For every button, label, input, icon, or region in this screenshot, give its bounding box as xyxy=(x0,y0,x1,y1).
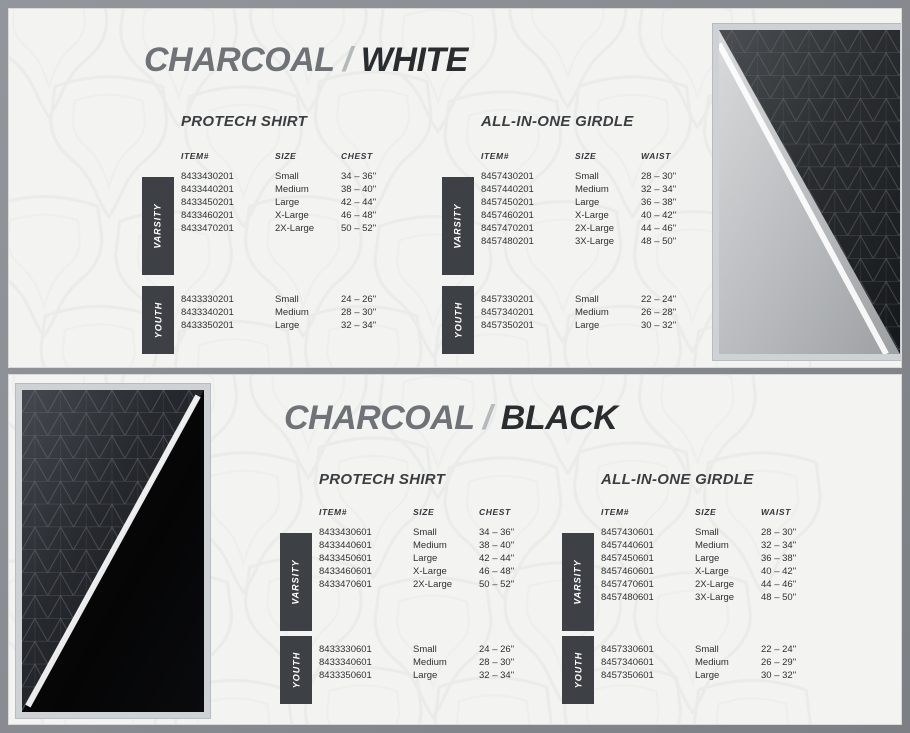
panel-headline xyxy=(284,399,617,438)
col-size: SIZE xyxy=(575,151,597,161)
cell-size: 3X-Large xyxy=(575,236,615,247)
group-tab-varsity xyxy=(280,533,312,631)
charcoal-black-texture-svg xyxy=(22,390,204,712)
cell-item: 8433430201 xyxy=(181,171,234,182)
cell-item: 8457450601 xyxy=(601,553,654,564)
col-item: ITEM# xyxy=(601,507,630,517)
headline-first-word: CHARCOAL xyxy=(284,399,474,437)
cell-item: 8433470201 xyxy=(181,223,234,234)
table-row xyxy=(319,578,549,591)
cell-measure: 36 – 38" xyxy=(641,197,677,208)
table-row xyxy=(601,578,831,591)
col-item: ITEM# xyxy=(481,151,510,161)
group-tab-youth xyxy=(280,636,312,704)
table-row xyxy=(601,656,831,669)
cell-item: 8433450201 xyxy=(181,197,234,208)
cell-item: 8433450601 xyxy=(319,553,372,564)
group-tab-varsity xyxy=(142,177,174,275)
cell-item: 8433460601 xyxy=(319,566,372,577)
cell-size: Medium xyxy=(695,540,729,551)
cell-measure: 30 – 32" xyxy=(641,320,677,331)
table-header-row xyxy=(481,151,711,161)
cell-size: Medium xyxy=(275,307,309,318)
group-tab-label: YOUTH xyxy=(573,651,583,689)
cell-measure: 34 – 36" xyxy=(479,527,515,538)
cell-item: 8433350601 xyxy=(319,670,372,681)
col-measure: WAIST xyxy=(641,151,671,161)
cell-size: Large xyxy=(695,553,720,564)
table-row xyxy=(181,196,411,209)
table-row xyxy=(181,319,411,332)
cell-item: 8433340601 xyxy=(319,657,372,668)
table-protech-shirt-youth xyxy=(319,643,549,682)
cell-size: Large xyxy=(275,320,300,331)
col-item: ITEM# xyxy=(181,151,210,161)
cell-measure: 42 – 44" xyxy=(341,197,377,208)
cell-size: Small xyxy=(695,644,719,655)
table-row xyxy=(601,539,831,552)
product-photo-charcoal-black xyxy=(15,383,211,719)
table-row xyxy=(481,306,711,319)
col-size: SIZE xyxy=(413,507,435,517)
cell-measure: 48 – 50" xyxy=(641,236,677,247)
cell-size: X-Large xyxy=(275,210,309,221)
table-row xyxy=(181,306,411,319)
table-row xyxy=(481,222,711,235)
cell-item: 8457480201 xyxy=(481,236,534,247)
cell-size: 2X-Large xyxy=(575,223,615,234)
cell-size: Large xyxy=(695,670,720,681)
col-item: ITEM# xyxy=(319,507,348,517)
cell-size: X-Large xyxy=(413,566,447,577)
cell-size: X-Large xyxy=(575,210,609,221)
charcoal-white-texture-svg xyxy=(719,30,900,354)
table-row xyxy=(481,196,711,209)
table-row xyxy=(181,183,411,196)
table-row xyxy=(601,552,831,565)
cell-size: Medium xyxy=(695,657,729,668)
cell-item: 8457480601 xyxy=(601,592,654,603)
cell-item: 8457350201 xyxy=(481,320,534,331)
group-tab-youth xyxy=(442,286,474,354)
cell-size: Medium xyxy=(275,184,309,195)
table-row xyxy=(319,539,549,552)
table-girdle-youth xyxy=(481,293,711,332)
table-protech-shirt-varsity xyxy=(181,151,411,235)
cell-size: Small xyxy=(575,171,599,182)
group-tab-youth xyxy=(562,636,594,704)
table-protech-shirt-youth xyxy=(181,293,411,332)
cell-measure: 46 – 48" xyxy=(341,210,377,221)
cell-item: 8433430601 xyxy=(319,527,372,538)
table-row xyxy=(481,293,711,306)
table-row xyxy=(481,319,711,332)
product-photo-inner xyxy=(719,30,900,354)
cell-item: 8457430201 xyxy=(481,171,534,182)
cell-size: Large xyxy=(575,197,600,208)
cell-size: Small xyxy=(413,644,437,655)
table-row xyxy=(601,643,831,656)
cell-item: 8457330201 xyxy=(481,294,534,305)
cell-measure: 32 – 34" xyxy=(479,670,515,681)
cell-measure: 22 – 24" xyxy=(641,294,677,305)
cell-size: Small xyxy=(275,171,299,182)
table-row xyxy=(601,526,831,539)
table-row xyxy=(319,552,549,565)
cell-size: Large xyxy=(413,553,438,564)
cell-measure: 36 – 38" xyxy=(761,553,797,564)
table-row xyxy=(601,565,831,578)
cell-measure: 44 – 46" xyxy=(761,579,797,590)
headline-slash: / xyxy=(482,399,492,437)
cell-item: 8457340201 xyxy=(481,307,534,318)
cell-item: 8433440601 xyxy=(319,540,372,551)
group-tab-label: YOUTH xyxy=(153,301,163,339)
cell-measure: 24 – 26" xyxy=(341,294,377,305)
cell-item: 8457470201 xyxy=(481,223,534,234)
table-row xyxy=(481,170,711,183)
col-size: SIZE xyxy=(275,151,297,161)
cell-measure: 32 – 34" xyxy=(341,320,377,331)
table-row xyxy=(481,235,711,248)
cell-measure: 28 – 30" xyxy=(761,527,797,538)
cell-measure: 32 – 34" xyxy=(761,540,797,551)
table-row xyxy=(481,183,711,196)
table-row xyxy=(181,209,411,222)
table-row xyxy=(319,643,549,656)
cell-item: 8457330601 xyxy=(601,644,654,655)
table-row xyxy=(319,656,549,669)
table-row xyxy=(481,209,711,222)
table-row xyxy=(319,565,549,578)
headline-second-word: BLACK xyxy=(500,399,618,437)
table-row xyxy=(319,526,549,539)
section-title-protech-shirt: PROTECH SHIRT xyxy=(181,113,308,130)
cell-size: 3X-Large xyxy=(695,592,735,603)
section-title-protech-shirt: PROTECH SHIRT xyxy=(319,471,446,488)
cell-item: 8433340201 xyxy=(181,307,234,318)
cell-item: 8433330601 xyxy=(319,644,372,655)
group-tab-label: VARSITY xyxy=(453,203,463,249)
cell-measure: 34 – 36" xyxy=(341,171,377,182)
cell-measure: 26 – 28" xyxy=(641,307,677,318)
cell-size: Large xyxy=(275,197,300,208)
cell-measure: 30 – 32" xyxy=(761,670,797,681)
group-tab-varsity xyxy=(442,177,474,275)
group-tab-youth xyxy=(142,286,174,354)
table-girdle-youth xyxy=(601,643,831,682)
product-photo-charcoal-white xyxy=(712,23,902,361)
table-row xyxy=(601,591,831,604)
cell-size: 2X-Large xyxy=(695,579,735,590)
group-tab-label: VARSITY xyxy=(153,203,163,249)
cell-measure: 26 – 29" xyxy=(761,657,797,668)
headline-second-word: WHITE xyxy=(360,41,468,79)
cell-item: 8457440201 xyxy=(481,184,534,195)
cell-size: Medium xyxy=(413,540,447,551)
table-row xyxy=(319,669,549,682)
cell-item: 8457350601 xyxy=(601,670,654,681)
panel-charcoal-black xyxy=(8,374,902,725)
table-girdle-varsity xyxy=(481,151,711,248)
cell-item: 8457440601 xyxy=(601,540,654,551)
cell-size: Small xyxy=(275,294,299,305)
cell-measure: 40 – 42" xyxy=(641,210,677,221)
cell-size: 2X-Large xyxy=(413,579,453,590)
table-row xyxy=(181,170,411,183)
panel-headline xyxy=(144,41,468,80)
table-row xyxy=(181,293,411,306)
cell-measure: 44 – 46" xyxy=(641,223,677,234)
cell-size: Medium xyxy=(575,184,609,195)
table-header-row xyxy=(181,151,411,161)
cell-item: 8433460201 xyxy=(181,210,234,221)
cell-measure: 50 – 52" xyxy=(479,579,515,590)
cell-item: 8457450201 xyxy=(481,197,534,208)
headline-slash: / xyxy=(342,41,352,79)
group-tab-varsity xyxy=(562,533,594,631)
col-measure: WAIST xyxy=(761,507,791,517)
cell-measure: 32 – 34" xyxy=(641,184,677,195)
cell-measure: 28 – 30" xyxy=(479,657,515,668)
group-tab-label: VARSITY xyxy=(291,559,301,605)
group-tab-label: VARSITY xyxy=(573,559,583,605)
cell-item: 8433350201 xyxy=(181,320,234,331)
group-tab-label: YOUTH xyxy=(453,301,463,339)
cell-measure: 40 – 42" xyxy=(761,566,797,577)
col-size: SIZE xyxy=(695,507,717,517)
group-tab-label: YOUTH xyxy=(291,651,301,689)
cell-item: 8457340601 xyxy=(601,657,654,668)
cell-item: 8457460601 xyxy=(601,566,654,577)
cell-measure: 28 – 30" xyxy=(641,171,677,182)
table-header-row xyxy=(319,507,549,517)
cell-item: 8433440201 xyxy=(181,184,234,195)
section-title-all-in-one-girdle: ALL-IN-ONE GIRDLE xyxy=(601,471,754,488)
cell-size: X-Large xyxy=(695,566,729,577)
product-photo-inner xyxy=(22,390,204,712)
section-title-all-in-one-girdle: ALL-IN-ONE GIRDLE xyxy=(481,113,634,130)
cell-item: 8433330201 xyxy=(181,294,234,305)
cell-item: 8433470601 xyxy=(319,579,372,590)
cell-measure: 42 – 44" xyxy=(479,553,515,564)
cell-size: Medium xyxy=(575,307,609,318)
cell-size: 2X-Large xyxy=(275,223,315,234)
cell-size: Large xyxy=(575,320,600,331)
cell-measure: 22 – 24" xyxy=(761,644,797,655)
cell-item: 8457430601 xyxy=(601,527,654,538)
table-row xyxy=(181,222,411,235)
cell-size: Small xyxy=(413,527,437,538)
col-measure: CHEST xyxy=(341,151,373,161)
table-header-row xyxy=(601,507,831,517)
table-row xyxy=(601,669,831,682)
cell-size: Small xyxy=(575,294,599,305)
cell-size: Small xyxy=(695,527,719,538)
headline-first-word: CHARCOAL xyxy=(144,41,334,79)
table-protech-shirt-varsity xyxy=(319,507,549,591)
cell-measure: 38 – 40" xyxy=(341,184,377,195)
cell-measure: 28 – 30" xyxy=(341,307,377,318)
table-girdle-varsity xyxy=(601,507,831,604)
cell-measure: 38 – 40" xyxy=(479,540,515,551)
cell-item: 8457470601 xyxy=(601,579,654,590)
cell-measure: 46 – 48" xyxy=(479,566,515,577)
cell-size: Large xyxy=(413,670,438,681)
cell-measure: 48 – 50" xyxy=(761,592,797,603)
cell-item: 8457460201 xyxy=(481,210,534,221)
panel-charcoal-white xyxy=(8,8,902,368)
cell-measure: 50 – 52" xyxy=(341,223,377,234)
col-measure: CHEST xyxy=(479,507,511,517)
cell-size: Medium xyxy=(413,657,447,668)
cell-measure: 24 – 26" xyxy=(479,644,515,655)
